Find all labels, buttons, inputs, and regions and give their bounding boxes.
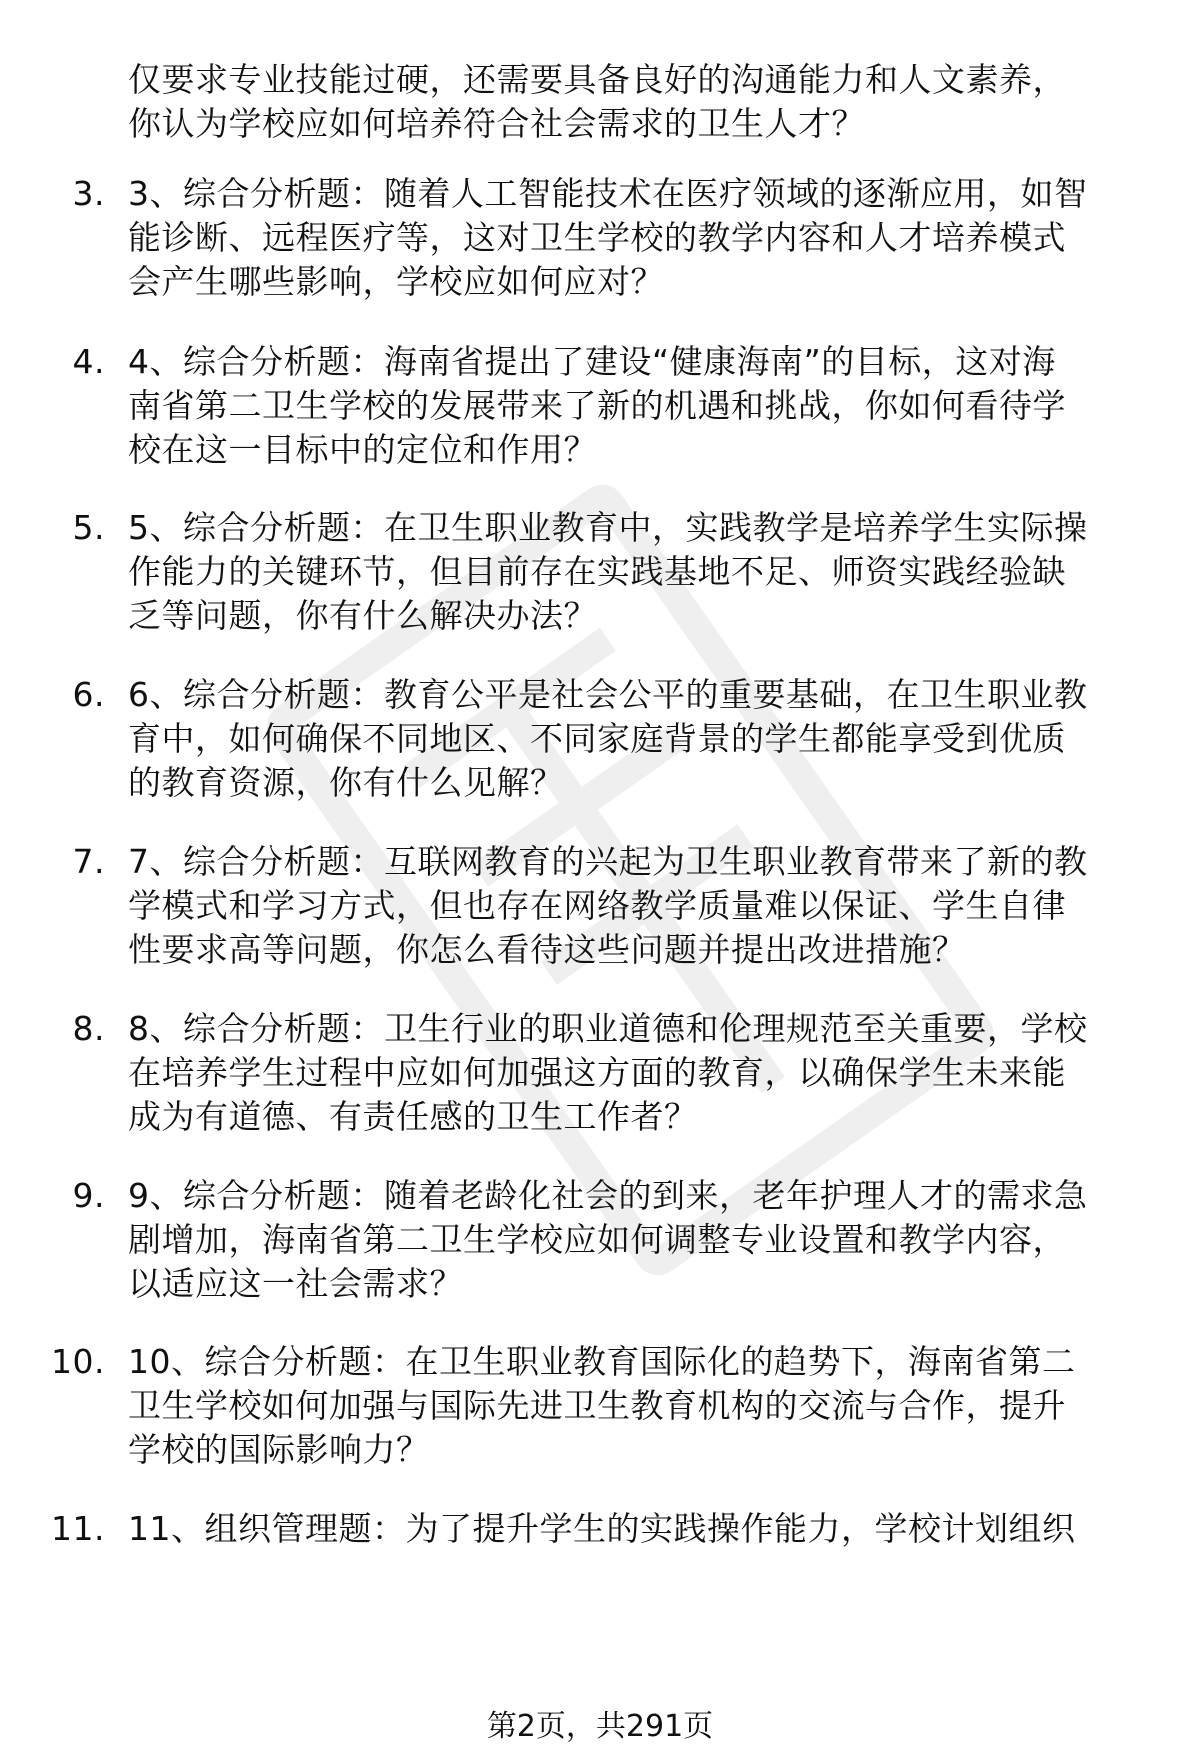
question-text: 8、综合分析题：卫生行业的职业道德和伦理规范至关重要，学校 在培养学生过程中应如何加强这方面的教育，以确保学生未来能 成为有道德、有责任感的卫生工作者？	[128, 1009, 1088, 1136]
question-number: 5.	[72, 508, 105, 547]
question-text: 10、综合分析题：在卫生职业教育国际化的趋势下，海南省第二 卫生学校如何加强与国际先进卫生教育机构的交流与合作，提升 学校的国际影响力？	[128, 1342, 1076, 1469]
question-number: 7.	[72, 842, 105, 881]
question-text: 5、综合分析题：在卫生职业教育中，实践教学是培养学生实际操 作能力的关键环节，但目前存在实践基地不足、师资实践经验缺 乏等问题，你有什么解决办法？	[128, 508, 1088, 635]
question-number: 3.	[72, 174, 105, 213]
page-footer: 第2页，共291页	[486, 1709, 714, 1744]
question-text: 7、综合分析题：互联网教育的兴起为卫生职业教育带来了新的教 学模式和学习方式，但也存在网络教学质量难以保证、学生自律 性要求高等问题，你怎么看待这些问题并提出改进措施？	[128, 842, 1088, 969]
question-text: 11、组织管理题：为了提升学生的实践操作能力，学校计划组织	[128, 1509, 1076, 1548]
question-number: 9.	[72, 1176, 105, 1215]
question-number: 10.	[51, 1342, 105, 1381]
question-number: 8.	[72, 1009, 105, 1048]
question-text: 6、综合分析题：教育公平是社会公平的重要基础，在卫生职业教 育中，如何确保不同地区、不同家庭背景的学生都能享受到优质 的教育资源，你有什么见解？	[128, 675, 1088, 802]
question-text: 9、综合分析题：随着老龄化社会的到来，老年护理人才的需求急 剧增加，海南省第二卫生学校应如何调整专业设置和教学内容， 以适应这一社会需求？	[128, 1176, 1088, 1303]
question-number: 11.	[51, 1509, 105, 1548]
question-text: 3、综合分析题：随着人工智能技术在医疗领域的逐渐应用，如智 能诊断、远程医疗等，这对卫生学校的教学内容和人才培养模式 会产生哪些影响，学校应如何应对？	[128, 174, 1088, 301]
intro-text: 仅要求专业技能过硬，还需要具备良好的沟通能力和人文素养， 你认为学校应如何培养符合社会需求的卫生人才？	[128, 60, 1066, 143]
question-number: 4.	[72, 342, 105, 381]
question-text: 4、综合分析题：海南省提出了建设“健康海南”的目标，这对海 南省第二卫生学校的发展带来了新的机遇和挑战，你如何看待学 校在这一目标中的定位和作用？	[128, 342, 1066, 469]
question-number: 6.	[72, 675, 105, 714]
